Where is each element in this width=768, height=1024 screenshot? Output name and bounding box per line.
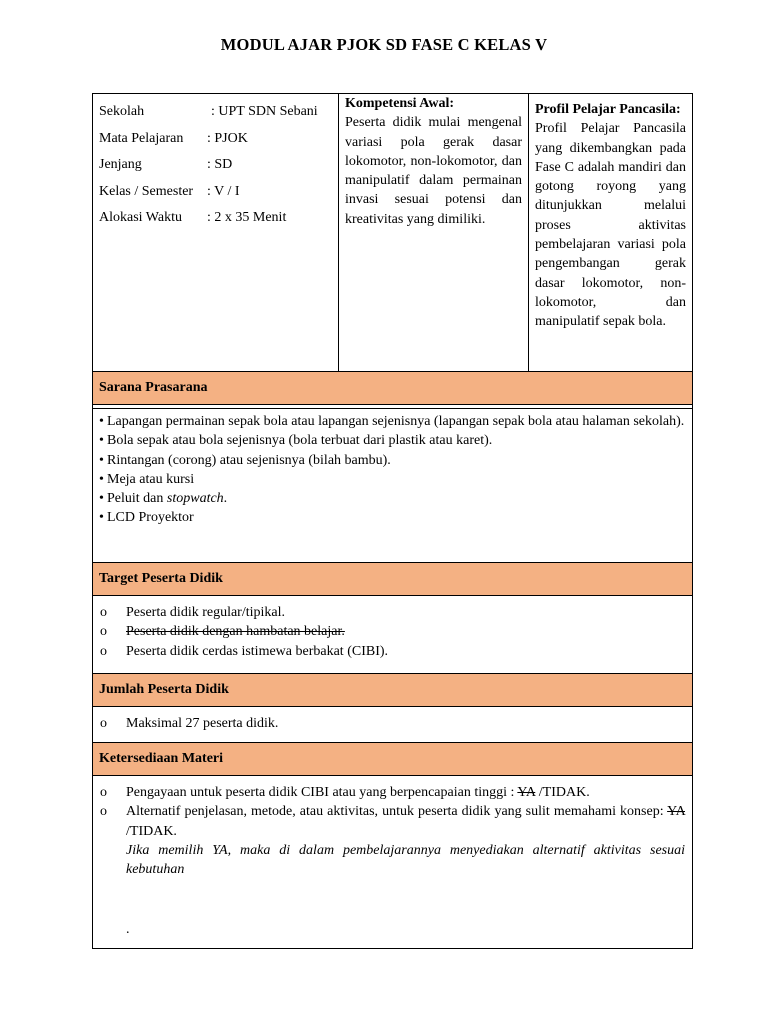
kompetensi-cell [345, 94, 522, 229]
list-item-emphasis: stopwatch [166, 491, 224, 507]
circle-bullet-icon: o [100, 785, 107, 800]
option-tidak: /TIDAK. [126, 823, 177, 839]
profil-text: Profil Pelajar Pancasila yang dikembangkan pada Fase C adalah mandiri dan gotong royong yang ditunjukkan melalui proses aktivitas pembelajaran variasi pola pengembangan gerak dasar lokomotor, non-lokomotor, dan manipulatif sepak bola. [535, 121, 686, 330]
list-item [99, 714, 685, 733]
info-label: Jenjang [99, 157, 142, 172]
info-label: Alokasi Waktu [99, 210, 182, 225]
jumlah-list [99, 714, 685, 733]
info-row-kelas-semester [99, 182, 335, 209]
list-item [99, 489, 685, 508]
list-item-struck [99, 622, 685, 641]
module-table [92, 93, 693, 949]
list-item-text: Lapangan permainan sepak bola atau lapangan sejenisnya (lapangan sepak bola atau halaman sekolah). [107, 414, 685, 429]
list-item-text: Peserta didik regular/tipikal. [126, 605, 286, 620]
list-item-text: Bola sepak atau bola sejenisnya (bola terbuat dari plastik atau karet). [107, 433, 493, 449]
info-label: Mata Pelajaran [99, 130, 184, 146]
list-item-text: Meja atau kursi [107, 471, 195, 487]
bullet-icon: • [99, 414, 104, 429]
list-item-text: Maksimal 27 peserta didik. [126, 716, 279, 731]
section-header-materi: Ketersediaan Materi [93, 742, 692, 776]
info-value: : 2 x 35 Menit [207, 210, 287, 225]
circle-bullet-icon: o [100, 716, 107, 731]
list-item [99, 431, 685, 450]
column-divider [338, 94, 339, 372]
list-item [99, 412, 685, 431]
section-header-jumlah: Jumlah Peserta Didik [93, 673, 692, 707]
document-title: MODUL AJAR PJOK SD FASE C KELAS V [220, 35, 548, 54]
list-item-text: Pengayaan untuk peserta didik CIBI atau yang berpencapaian tinggi : [126, 785, 518, 800]
info-row-alokasi-waktu [99, 208, 335, 235]
profil-heading: Profil Pelajar Pancasila: [535, 102, 681, 117]
circle-bullet-icon: o [100, 605, 107, 620]
row-divider [93, 408, 692, 409]
info-row-jenjang [99, 155, 335, 182]
list-item-text: LCD Proyektor [107, 510, 194, 526]
section-header-target: Target Peserta Didik [93, 562, 692, 596]
list-item [99, 642, 685, 661]
bullet-icon: • [99, 491, 104, 507]
bullet-icon: • [99, 471, 104, 487]
info-value: : V / I [207, 183, 240, 199]
list-item-text: Rintangan (corong) atau sejenisnya (bilah bambu). [107, 452, 391, 468]
circle-bullet-icon: o [100, 643, 107, 659]
struck-option-ya: YA [667, 804, 685, 820]
trailing-period: . [126, 922, 130, 937]
info-row-sekolah [99, 102, 335, 129]
bullet-icon: • [99, 452, 104, 468]
bullet-icon: • [99, 433, 104, 449]
target-list [99, 603, 685, 661]
note-item [99, 841, 685, 880]
option-tidak: /TIDAK. [535, 785, 590, 800]
info-value: : SD [207, 157, 233, 172]
list-item-text-end: . [223, 491, 228, 507]
list-item-text: Alternatif penjelasan, metode, atau aktivitas, untuk peserta didik yang sulit memahami konsep: [126, 804, 668, 820]
column-divider [528, 94, 529, 372]
list-item [99, 802, 685, 841]
bullet-icon: • [99, 510, 104, 526]
materi-list [99, 783, 685, 879]
identity-cell [99, 102, 335, 235]
sarana-list [99, 412, 685, 528]
list-item [99, 783, 685, 802]
info-value: : PJOK [207, 130, 248, 146]
info-value: : UPT SDN Sebani [211, 104, 318, 119]
list-item-text: Peserta didik cerdas istimewa berbakat (CIBI). [126, 643, 389, 659]
circle-bullet-icon: o [100, 624, 107, 640]
note-text: Jika memilih YA, maka di dalam pembelajarannya menyediakan alternatif aktivitas sesuai kebutuhan [126, 842, 685, 878]
list-item-text: Peluit dan [107, 491, 167, 507]
section-header-sarana: Sarana Prasarana [93, 371, 692, 405]
profil-cell [535, 100, 686, 332]
kompetensi-heading: Kompetensi Awal: [345, 96, 455, 111]
list-item [99, 603, 685, 622]
list-item [99, 451, 685, 470]
list-item-text: Peserta didik dengan hambatan belajar. [126, 624, 345, 640]
kompetensi-text: Peserta didik mulai mengenal variasi pola gerak dasar lokomotor, non-lokomotor, dan manipulatif dalam permainan invasi sesuai potensi dan kreativitas yang dimiliki. [345, 115, 522, 227]
list-item [99, 470, 685, 489]
circle-bullet-icon: o [100, 804, 107, 820]
struck-option-ya: YA [517, 785, 536, 800]
info-row-mata-pelajaran [99, 129, 335, 156]
info-label: Kelas / Semester [99, 183, 194, 199]
info-label: Sekolah [99, 104, 145, 119]
list-item [99, 508, 685, 527]
